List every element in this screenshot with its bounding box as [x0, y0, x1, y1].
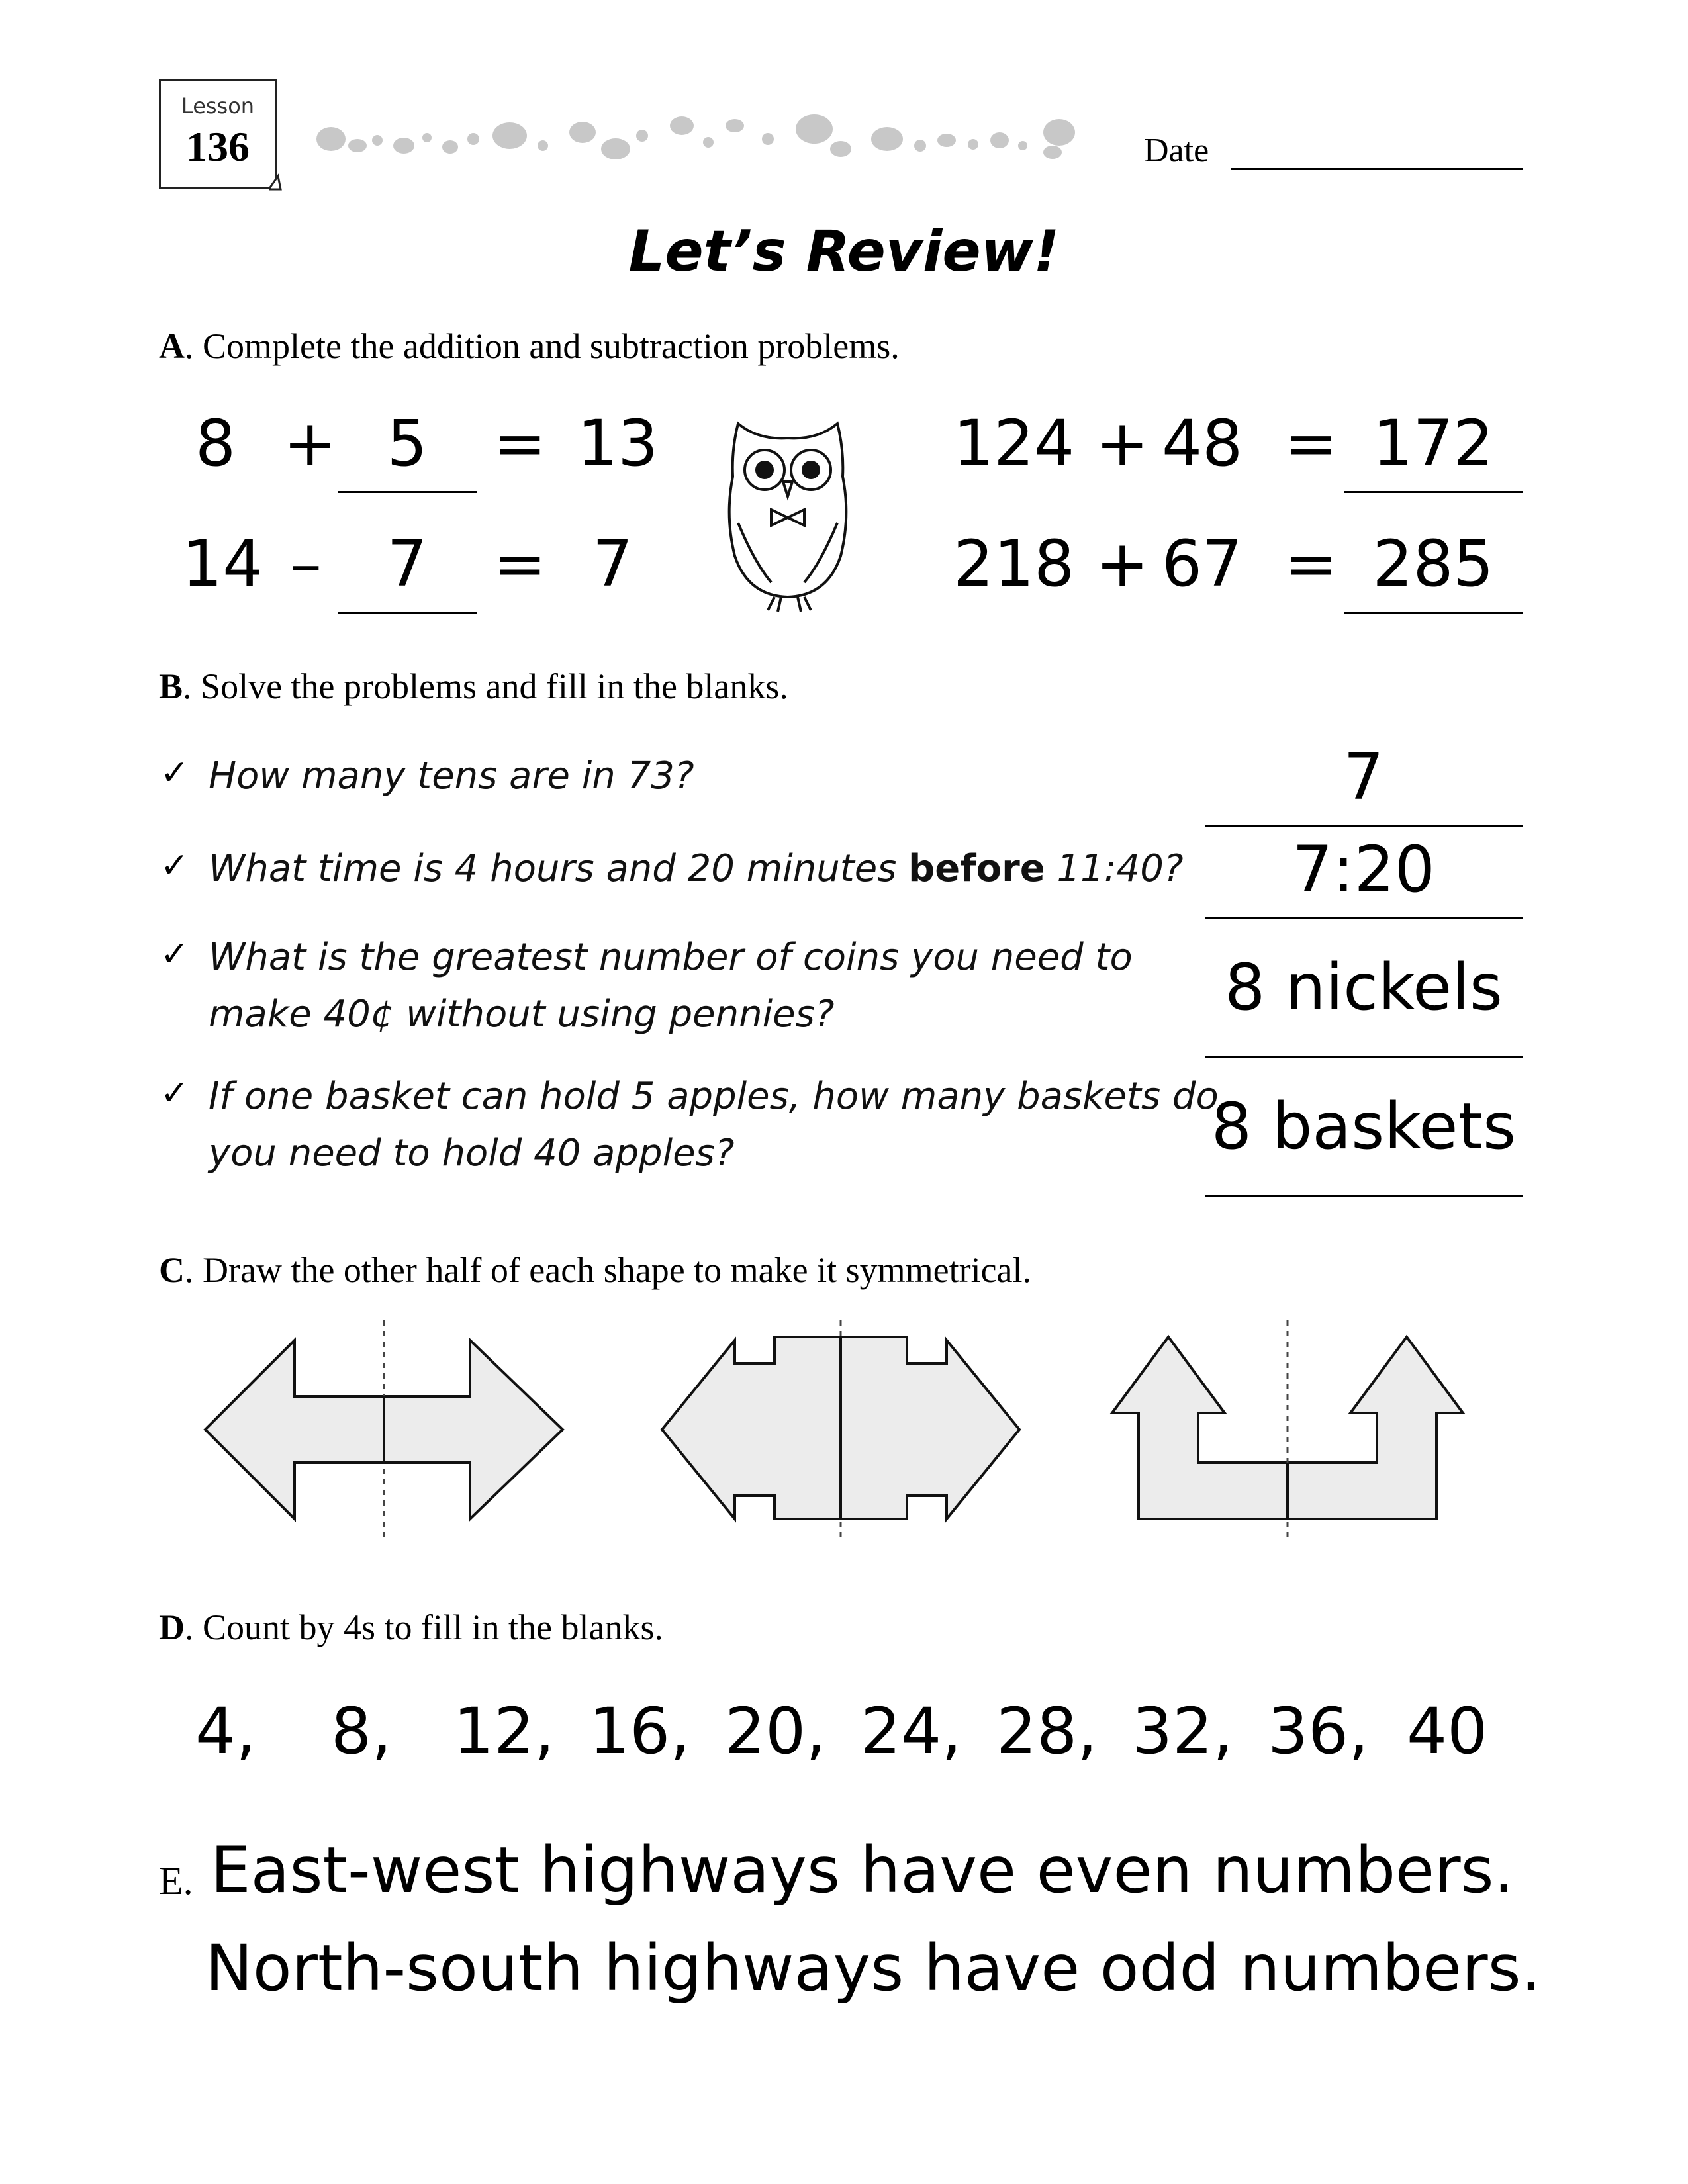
problem-4-eq: = [1284, 527, 1338, 601]
date-label: Date [1144, 132, 1209, 169]
question-2-text [209, 841, 1184, 897]
question-3-blank[interactable] [1205, 1056, 1523, 1058]
section-a-text: . Complete the addition and subtraction problems. [185, 326, 900, 366]
problem-4-op: + [1096, 527, 1149, 601]
decorative-border [311, 99, 1105, 185]
problem-2-answer: 7 [387, 527, 428, 601]
count-item-4: 16, [589, 1694, 690, 1768]
question-3-line-1: What is the greatest number of coins you need to [209, 936, 1133, 979]
section-c-instruction [159, 1250, 1031, 1291]
problem-3-blank[interactable] [1344, 491, 1523, 493]
count-item-5: 20, [725, 1694, 826, 1768]
section-c-text: . Draw the other half of each shape to make it symmetrical. [185, 1250, 1032, 1290]
section-e-line-2: North-south highways have odd numbers. [205, 1931, 1542, 2005]
question-2-blank[interactable] [1205, 917, 1523, 919]
count-item-10: 40 [1407, 1694, 1488, 1768]
section-b-letter: B [159, 666, 183, 706]
count-item-3: 12, [453, 1694, 555, 1768]
problem-2-eq: = [493, 527, 547, 601]
count-item-8: 32, [1132, 1694, 1233, 1768]
problem-3-eq: = [1284, 406, 1338, 480]
count-item-9: 36, [1268, 1694, 1369, 1768]
section-b-instruction [159, 666, 788, 707]
section-b-text: . Solve the problems and fill in the blanks. [183, 666, 788, 706]
problem-4-a: 218 [953, 527, 1075, 601]
section-c-letter: C [159, 1250, 185, 1290]
problem-3-b: 48 [1162, 406, 1243, 480]
question-2-text-post: 11:40? [1045, 847, 1184, 890]
question-1-text: How many tens are in 73? [209, 754, 694, 797]
problem-2-result: 7 [592, 527, 633, 601]
question-2-answer: 7:20 [1292, 833, 1435, 907]
section-a-letter: A [159, 326, 185, 366]
problem-3-a: 124 [953, 406, 1075, 480]
problem-2-a: 14 [182, 527, 263, 601]
count-item-7: 28, [996, 1694, 1098, 1768]
problem-4-answer: 285 [1372, 527, 1494, 601]
problem-1-a: 8 [195, 406, 236, 480]
check-icon: ✓ [160, 846, 189, 886]
problem-3-answer: 172 [1372, 406, 1494, 480]
symmetry-shapes [185, 1310, 1509, 1562]
question-4-blank[interactable] [1205, 1195, 1523, 1197]
page-title: Let’s Review! [628, 218, 1060, 285]
count-item-6: 24, [861, 1694, 962, 1768]
question-2-text-bold: before [908, 847, 1045, 890]
question-3-answer: 8 nickels [1225, 950, 1503, 1024]
lesson-box [159, 79, 277, 189]
problem-1-result: 13 [577, 406, 659, 480]
question-4-line-1: If one basket can hold 5 apples, how many baskets do [209, 1075, 1219, 1118]
problem-2-blank[interactable] [338, 612, 477, 614]
section-d-instruction [159, 1607, 663, 1648]
question-1-answer: 7 [1343, 740, 1384, 814]
problem-1-op: + [283, 406, 337, 480]
check-icon: ✓ [160, 753, 189, 793]
problem-1-answer: 5 [387, 406, 428, 480]
problem-3-op: + [1096, 406, 1149, 480]
problem-1-blank[interactable] [338, 491, 477, 493]
problem-2-op: – [290, 527, 322, 601]
question-4-answer: 8 baskets [1211, 1089, 1517, 1163]
problem-4-blank[interactable] [1344, 612, 1523, 614]
count-item-2: 8, [331, 1694, 392, 1768]
section-e-letter: E. [159, 1859, 193, 1903]
owl-icon [718, 404, 857, 615]
check-icon: ✓ [160, 934, 189, 974]
section-d-letter: D [159, 1608, 185, 1647]
problem-4-b: 67 [1162, 527, 1243, 601]
question-2-text-pre: What time is 4 hours and 20 minutes [209, 847, 909, 890]
section-e-line-1: East-west highways have even numbers. [211, 1833, 1515, 1907]
question-1-blank[interactable] [1205, 825, 1523, 827]
check-icon: ✓ [160, 1073, 189, 1113]
question-4-line-2: you need to hold 40 apples? [209, 1132, 735, 1175]
date-field[interactable] [1231, 168, 1523, 170]
question-3-line-2: make 40¢ without using pennies? [209, 993, 835, 1036]
lesson-label: Lesson [181, 93, 255, 118]
page-curl-icon [269, 173, 282, 191]
problem-1-eq: = [493, 406, 547, 480]
section-a-instruction [159, 326, 900, 367]
count-item-1: 4, [195, 1694, 256, 1768]
section-d-text: . Count by 4s to fill in the blanks. [185, 1608, 663, 1647]
lesson-number: 136 [186, 123, 250, 170]
